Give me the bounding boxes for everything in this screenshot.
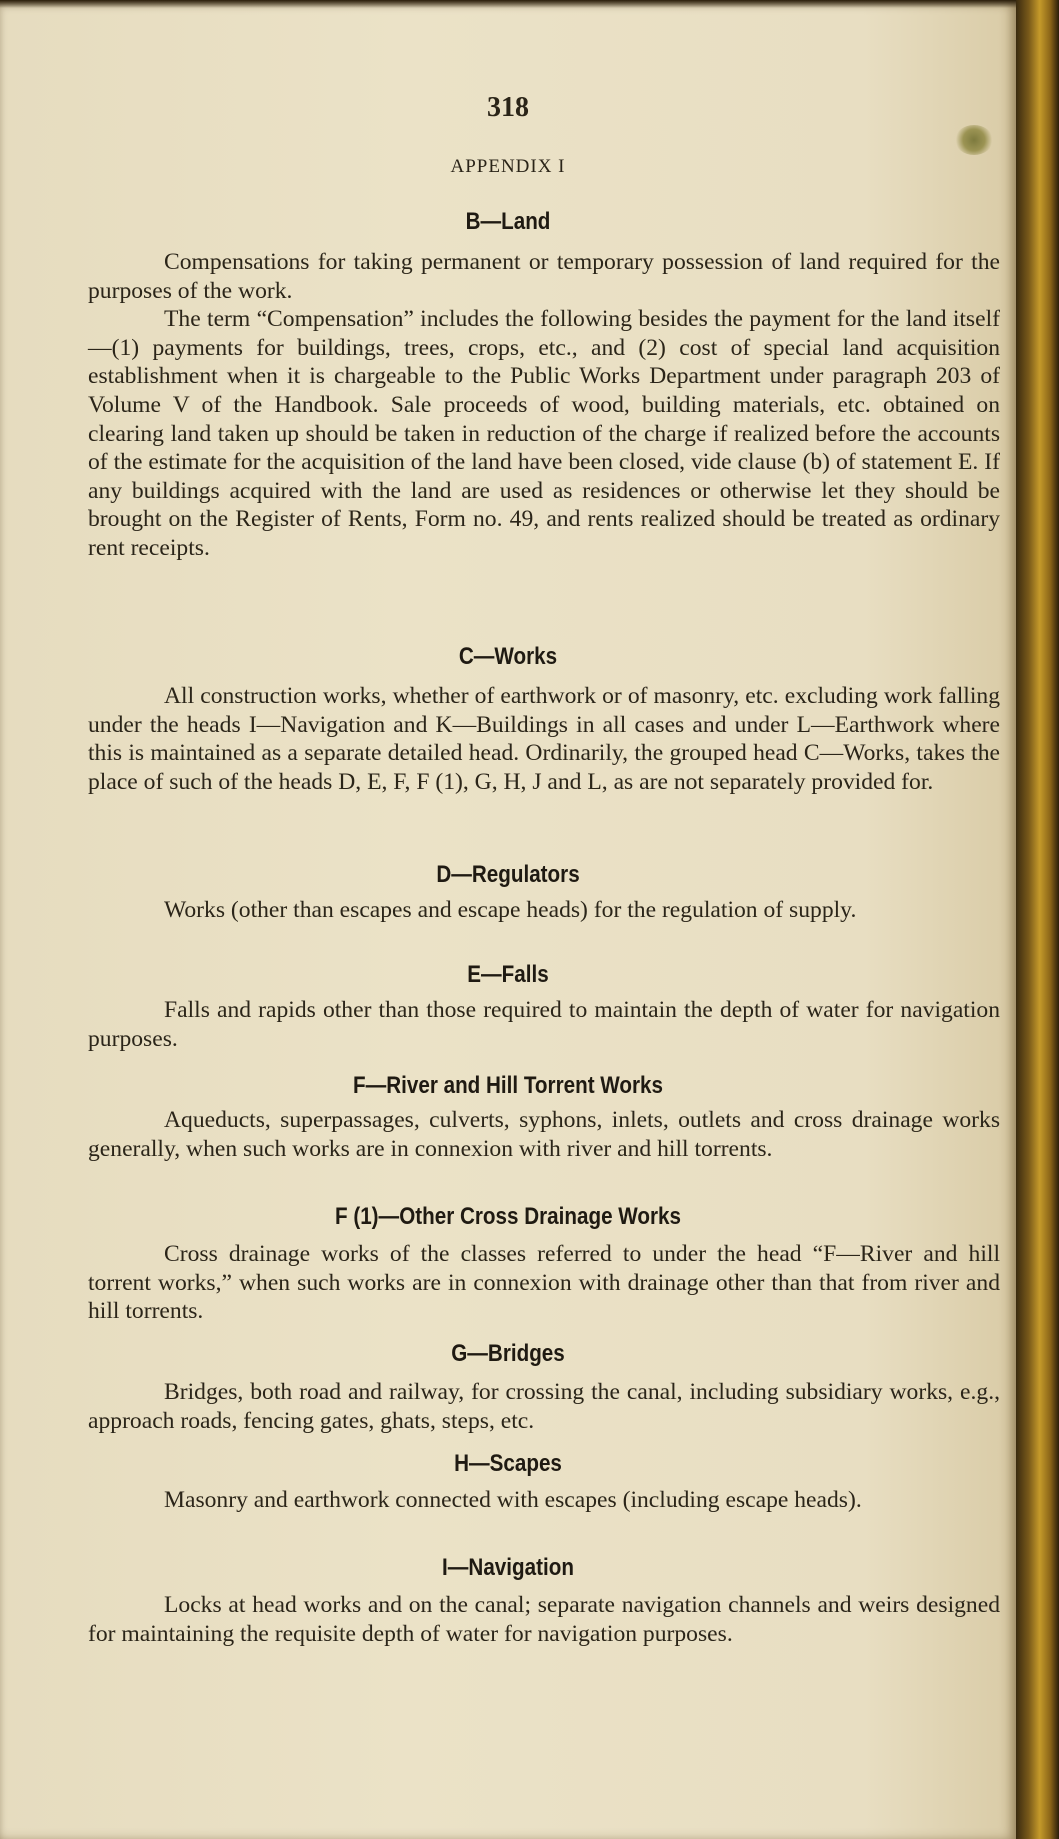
section-heading-scapes: H—Scapes [454, 1450, 562, 1477]
page-number: 318 [487, 92, 529, 123]
paragraph: Aqueducts, superpassages, culverts, syphons, inlets, outlets and cross drainage works generally, when such works are in connexion with river and hill torrents. [88, 1107, 1000, 1162]
section-body-scapes [88, 1486, 1000, 1515]
section-body-river-hill-torrent [88, 1106, 1000, 1163]
section-heading-land: B—Land [465, 208, 551, 235]
section-body-falls [88, 996, 1000, 1053]
section-body-cross-drainage [88, 1240, 1000, 1326]
section-heading-cross-drainage: F (1)—Other Cross Drainage Works [334, 1203, 681, 1230]
section-body-bridges [88, 1378, 1000, 1435]
paragraph: Bridges, both road and railway, for crossing the canal, including subsidiary works, e.g., approach roads, fencing gates, ghats, steps, etc. [88, 1379, 1000, 1434]
section-heading-navigation: I—Navigation [442, 1554, 574, 1581]
paragraph: Compensations for taking permanent or temporary possession of land required for the purposes of the work. [88, 249, 1000, 304]
section-heading-falls: E—Falls [467, 961, 549, 988]
ink-stain [955, 125, 993, 155]
paragraph: Works (other than escapes and escape heads) for the regulation of supply. [164, 897, 857, 923]
section-body-works [88, 682, 1000, 796]
section-body-regulators [88, 896, 1000, 925]
section-heading-regulators: D—Regulators [436, 861, 580, 888]
paragraph: Falls and rapids other than those required to maintain the depth of water for navigation purposes. [88, 997, 1000, 1052]
section-body-navigation [88, 1591, 1000, 1648]
paragraph: Cross drainage works of the classes referred to under the head “F—River and hill torrent works,” when such works are in connexion with drainage other than that from river and hill torrents. [88, 1241, 1000, 1325]
paragraph: Masonry and earthwork connected with escapes (including escape heads). [164, 1487, 862, 1513]
page-top-edge [0, 0, 1016, 8]
paragraph: Locks at head works and on the canal; separate navigation channels and weirs designed for maintaining the requisite depth of water for navigation purposes. [88, 1592, 1000, 1647]
paragraph: The term “Compensation” includes the following besides the payment for the land itself —(1) payments for buildings, trees, crops, etc., and (2) cost of special land acquisition establishment when it is chargeable to the Public Works Department under paragraph 203 of Volume V of the Handbook. Sale proceeds of wood, building materials, etc. obtained on clearing land taken up should be taken in reduction of the charge if realized before the accounts of the estimate for the acquisition of the land have been closed, vide clause (b) of statement E. If any buildings acquired with the land are used as residences or otherwise let they should be brought on the Register of Rents, Form no. 49, and rents realized should be treated as ordinary rent receipts. [88, 306, 1000, 561]
section-heading-river-hill-torrent: F—River and Hill Torrent Works [352, 1072, 664, 1099]
section-heading-works: C—Works [458, 643, 558, 670]
book-spine [1016, 0, 1059, 1839]
running-head: APPENDIX I [450, 156, 566, 177]
section-heading-bridges: G—Bridges [451, 1340, 565, 1367]
paragraph: All construction works, whether of earthwork or of masonry, etc. excluding work falling under the heads I—Navigation and K—Buildings in all cases and under L—Earthwork where this is maintained as a separate detailed head. Ordinarily, the grouped head C—Works, takes the place of such of the heads D, E, F, F (1), G, H, J and L, as are not separately provided for. [88, 683, 1000, 795]
section-body-land [88, 248, 1000, 563]
